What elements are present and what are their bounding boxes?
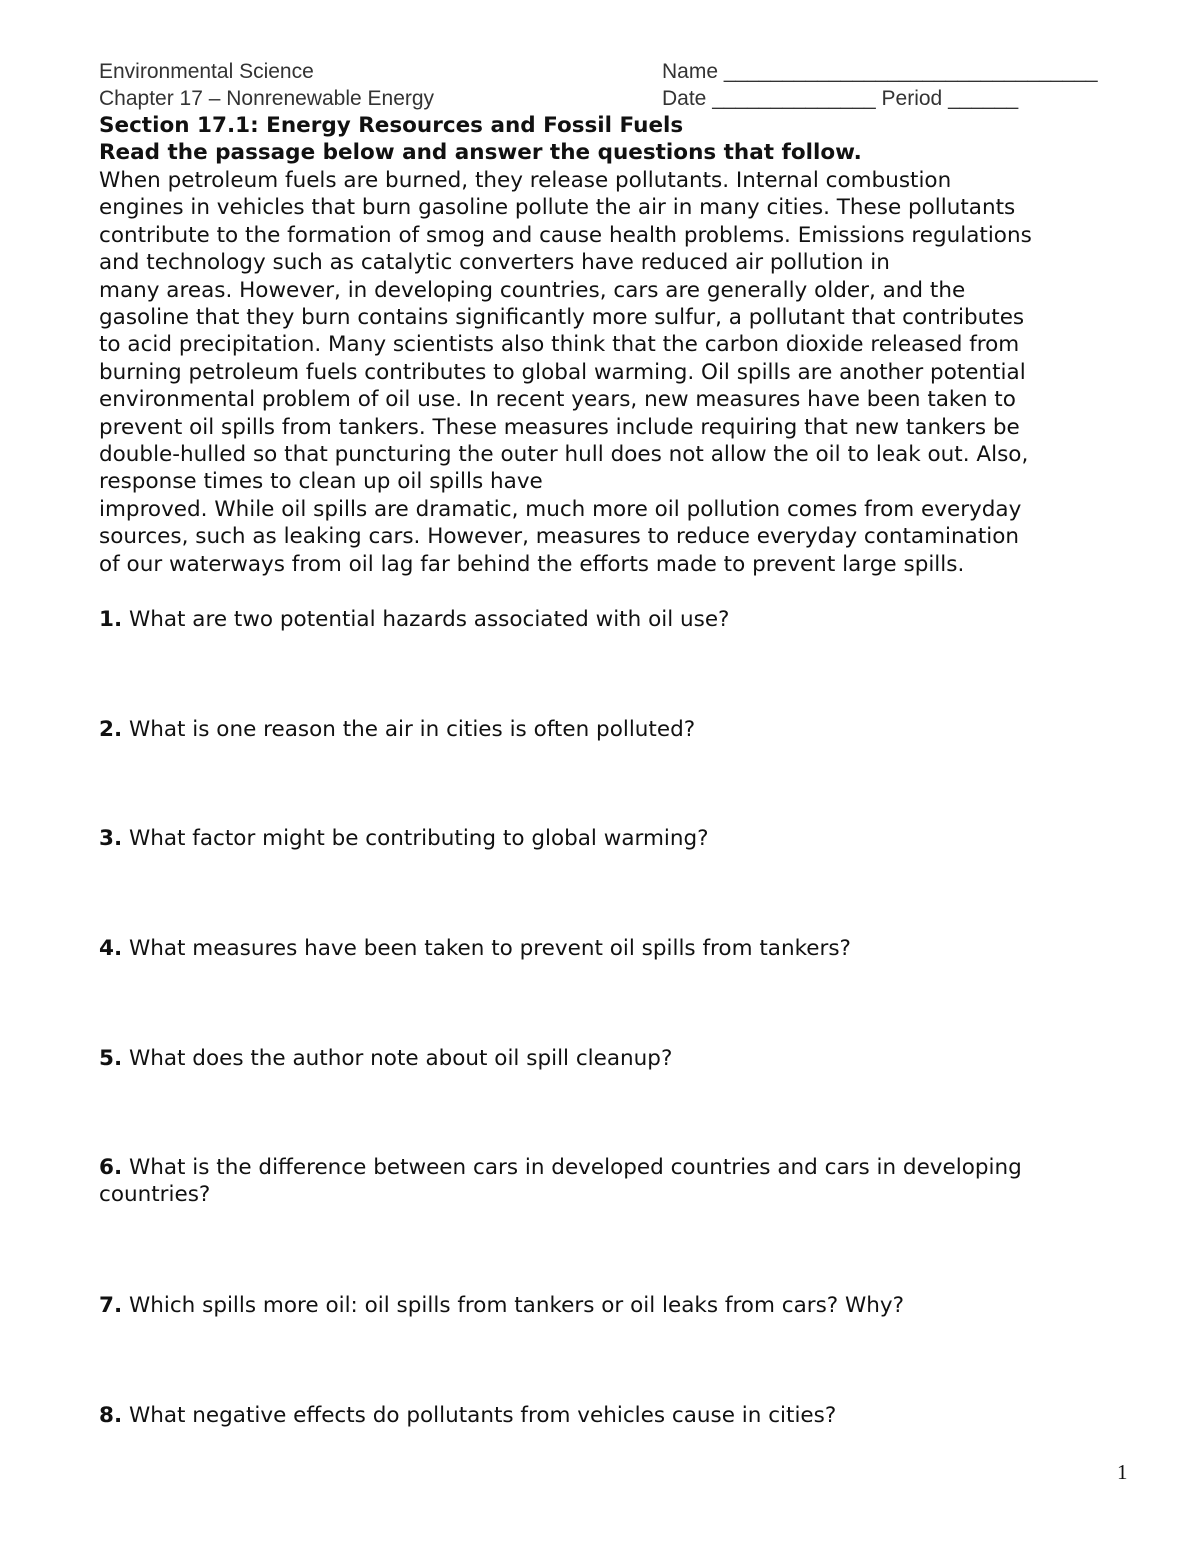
question-text: Which spills more oil: oil spills from tankers or oil leaks from cars? Why? xyxy=(122,1293,905,1318)
passage-line: gasoline that they burn contains significantly more sulfur, a pollutant that contributes xyxy=(99,305,1025,331)
passage-line: and technology such as catalytic converters have reduced air pollution in xyxy=(99,250,890,276)
question-text: What negative effects do pollutants from vehicles cause in cities? xyxy=(122,1403,837,1428)
instructions: Read the passage below and answer the questions that follow. xyxy=(99,140,862,165)
chapter-title: Chapter 17 – Nonrenewable Energy xyxy=(99,87,435,110)
name-field: Name ________________________________ xyxy=(662,60,1098,83)
passage-line: to acid precipitation. Many scientists also think that the carbon dioxide released from xyxy=(99,332,1020,358)
passage-line: improved. While oil spills are dramatic, much more oil pollution comes from everyday xyxy=(99,496,1022,522)
passage-line: burning petroleum fuels contributes to global warming. Oil spills are another potential xyxy=(99,359,1026,385)
passage-line: prevent oil spills from tankers. These measures include requiring that new tankers be xyxy=(99,414,1020,440)
date-period-field: Date ______________ Period ______ xyxy=(662,87,1019,110)
question-8 xyxy=(99,1402,1139,1429)
question-number: 1. xyxy=(99,607,123,632)
question-text: What are two potential hazards associated with oil use? xyxy=(122,607,730,632)
question-number: 8. xyxy=(99,1403,123,1428)
passage-line: of our waterways from oil lag far behind the efforts made to prevent large spills. xyxy=(99,551,965,577)
question-3 xyxy=(99,825,1139,852)
passage-line: environmental problem of oil use. In recent years, new measures have been taken to xyxy=(99,387,1016,413)
question-5 xyxy=(99,1045,1139,1072)
passage-line: engines in vehicles that burn gasoline pollute the air in many cities. These pollutants xyxy=(99,195,1016,221)
passage-line: contribute to the formation of smog and cause health problems. Emissions regulations xyxy=(99,222,1032,248)
course-title: Environmental Science xyxy=(99,60,314,83)
page-number: 1 xyxy=(1117,1460,1128,1484)
question-number: 3. xyxy=(99,826,123,851)
question-number: 7. xyxy=(99,1293,123,1318)
question-1 xyxy=(99,606,1139,633)
section-title: Section 17.1: Energy Resources and Fossil Fuels xyxy=(99,113,684,138)
question-7 xyxy=(99,1292,1139,1319)
question-text: What measures have been taken to prevent oil spills from tankers? xyxy=(122,936,851,961)
question-text: What is the difference between cars in developed countries and cars in developing countries? xyxy=(99,1155,1022,1207)
question-6 xyxy=(99,1154,1139,1208)
passage-line: sources, such as leaking cars. However, measures to reduce everyday contamination xyxy=(99,524,1019,550)
passage-line: double-hulled so that puncturing the outer hull does not allow the oil to leak out. Also, xyxy=(99,442,1029,468)
question-text: What is one reason the air in cities is often polluted? xyxy=(122,717,696,742)
question-text: What factor might be contributing to global warming? xyxy=(122,826,709,851)
reading-passage xyxy=(99,167,1139,578)
question-number: 2. xyxy=(99,717,123,742)
question-4 xyxy=(99,935,1139,962)
question-2 xyxy=(99,716,1139,743)
passage-line: When petroleum fuels are burned, they release pollutants. Internal combustion xyxy=(99,168,952,193)
passage-line: response times to clean up oil spills have xyxy=(99,469,543,495)
question-number: 4. xyxy=(99,936,123,961)
passage-line: many areas. However, in developing countries, cars are generally older, and the xyxy=(99,277,966,303)
question-number: 6. xyxy=(99,1155,123,1180)
question-text: What does the author note about oil spill cleanup? xyxy=(122,1046,673,1071)
question-number: 5. xyxy=(99,1046,123,1071)
